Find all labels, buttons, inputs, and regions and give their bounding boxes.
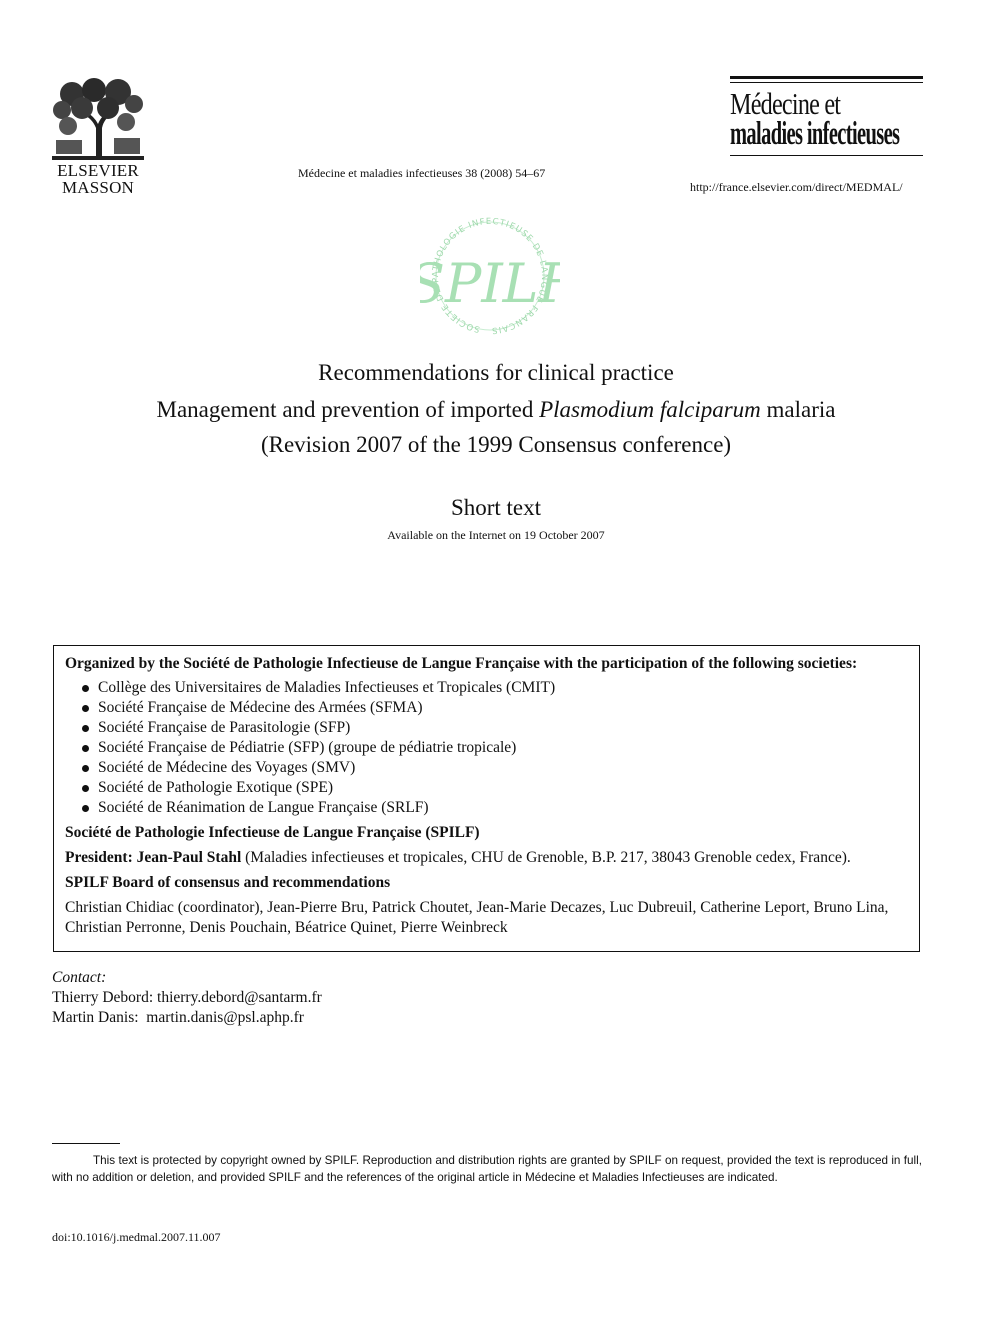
spilf-seal-icon xyxy=(420,216,560,340)
contact-label: Contact: xyxy=(52,969,107,986)
society-list-item xyxy=(82,678,907,698)
bullet-icon xyxy=(82,765,89,772)
board-members: Christian Chidiac (coordinator), Jean-Pierre Bru, Patrick Choutet, Jean-Marie Decazes, Luc Dubreuil, Catherine Leport, Bruno Lina, Christian Perronne, Denis Pouchain, Béatrice Quinet, Pierre Weinbreck xyxy=(65,899,889,936)
article-title xyxy=(0,397,992,423)
contact-block xyxy=(52,968,322,1028)
title-part-1: Management and prevention of imported xyxy=(156,397,540,422)
availability-date: Available on the Internet on 19 October 2007 xyxy=(387,528,605,542)
masthead-top-rule xyxy=(730,76,923,79)
contact-email-link[interactable]: thierry.debord@santarm.fr xyxy=(157,989,322,1006)
society-list-item xyxy=(82,778,907,798)
society-name: Collège des Universitaires de Maladies Infectieuses et Tropicales (CMIT) xyxy=(98,679,556,696)
journal-url-link[interactable]: http://france.elsevier.com/direct/MEDMAL/ xyxy=(690,180,903,194)
article-subtitle: (Revision 2007 of the 1999 Consensus conference) xyxy=(260,432,732,457)
society-name: Société de Réanimation de Langue Française (SRLF) xyxy=(98,799,429,816)
footnote-rule xyxy=(52,1143,120,1144)
title-species: Plasmodium falciparum xyxy=(539,397,761,422)
bullet-icon xyxy=(82,785,89,792)
title-part-3: malaria xyxy=(760,397,836,422)
spilf-heading: Société de Pathologie Infectieuse de Langue Française (SPILF) xyxy=(65,824,480,841)
society-list-item xyxy=(82,738,907,758)
journal-masthead xyxy=(730,76,923,156)
short-text-heading: Short text xyxy=(450,495,542,520)
contact-name: Martin Danis: xyxy=(52,1009,139,1026)
publisher-line1: ELSEVIER xyxy=(57,161,139,180)
society-list-item xyxy=(82,718,907,738)
spilf-logo xyxy=(420,216,560,340)
bullet-icon xyxy=(82,805,89,812)
contact-entry xyxy=(52,988,322,1008)
spilf-ring-text: SOCIETE DE PATHOLOGIE INFECTIEUSE DE LANGUE FRANCAIS xyxy=(430,216,550,336)
bullet-icon xyxy=(82,685,89,692)
president-label: President: Jean-Paul Stahl xyxy=(65,849,242,866)
society-name: Société Française de Médecine des Armées (SFMA) xyxy=(98,699,423,716)
document-type: Recommendations for clinical practice xyxy=(318,360,674,385)
society-name: Société Française de Pédiatrie (SFP) (groupe de pédiatrie tropicale) xyxy=(98,739,517,756)
bullet-icon xyxy=(82,705,89,712)
society-list-item xyxy=(82,798,907,818)
society-list-item xyxy=(82,758,907,778)
journal-name-line2: maladies infectieuses xyxy=(730,116,900,152)
elsevier-tree-icon xyxy=(52,78,144,160)
society-name: Société de Pathologie Exotique (SPE) xyxy=(98,779,334,796)
contact-entry xyxy=(52,1008,322,1028)
doi-link[interactable]: doi:10.1016/j.medmal.2007.11.007 xyxy=(52,1230,221,1244)
journal-name-line1: Médecine et xyxy=(730,86,841,121)
organizers-box xyxy=(53,645,920,952)
spilf-logo-text: PIL xyxy=(444,252,539,315)
contact-email-link[interactable]: martin.danis@psl.aphp.fr xyxy=(146,1009,304,1026)
publisher-wordmark xyxy=(52,162,144,196)
society-list-item xyxy=(82,698,907,718)
masthead-bottom-thin-rule xyxy=(730,155,923,156)
society-name: Société de Médecine des Voyages (SMV) xyxy=(98,759,356,776)
society-name: Société Française de Parasitologie (SFP) xyxy=(98,719,351,736)
publisher-line2: MASSON xyxy=(61,178,135,197)
bullet-icon xyxy=(82,745,89,752)
masthead-top-thin-rule xyxy=(730,82,923,83)
society-list xyxy=(65,678,907,818)
journal-citation: Médecine et maladies infectieuses 38 (2008) 54–67 xyxy=(298,166,546,180)
bullet-icon xyxy=(82,725,89,732)
board-heading: SPILF Board of consensus and recommendations xyxy=(65,874,391,891)
president-detail: (Maladies infectieuses et tropicales, CHU de Grenoble, B.P. 217, 38043 Grenoble cedex, France). xyxy=(241,849,851,866)
contact-name: Thierry Debord: xyxy=(52,989,154,1006)
president-line xyxy=(65,848,907,868)
copyright-footnote: This text is protected by copyright owned by SPILF. Reproduction and distribution rights are granted by SPILF on request, provided the text is reproduced in full, with no addition or deletion, and provided SPILF and the references of the original article in Médecine et Maladies Infectieuses are indicated. xyxy=(52,1154,922,1184)
organized-heading: Organized by the Société de Pathologie Infectieuse de Langue Française with the participation of the following societies: xyxy=(65,655,858,672)
